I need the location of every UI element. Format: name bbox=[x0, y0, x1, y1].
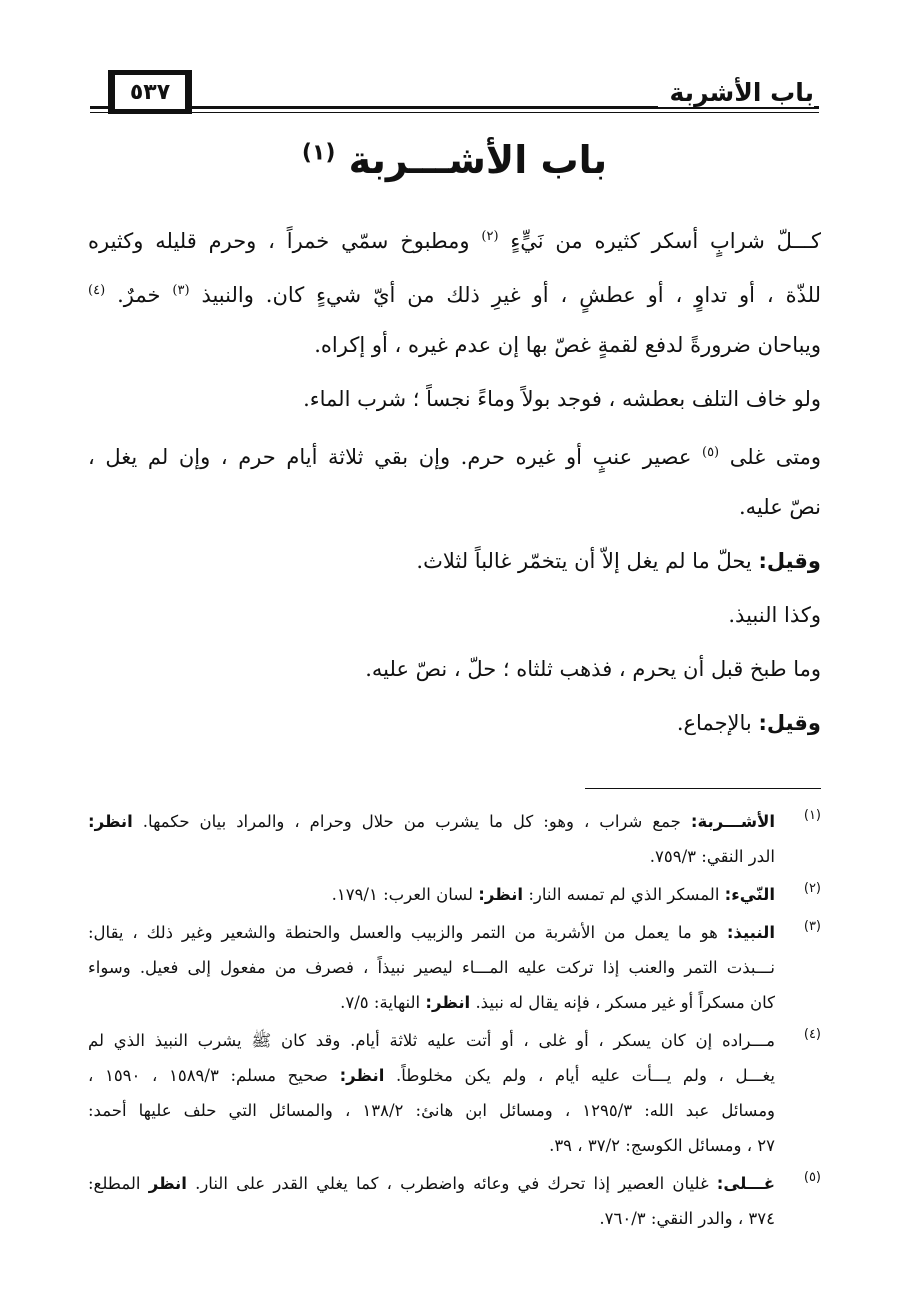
footnote-ref-5: (٥) bbox=[701, 445, 720, 460]
text-line-1 bbox=[88, 210, 821, 264]
text-line-9: وما طبخ قبل أن يحرم ، فذهب ثلثاه ؛ حلّ ، نصّ عليه. bbox=[365, 657, 821, 681]
text-line-8: وكذا النبيذ. bbox=[728, 603, 821, 627]
footnote-text: غليان العصير إذا تحرك في وعائه واضطرب ، كما يغلي القدر على النار. bbox=[195, 1174, 709, 1193]
chapter-note-ref: (١) bbox=[301, 140, 336, 166]
footnote-ref-2: (٢) bbox=[481, 229, 499, 244]
footnote-text: هو ما يعمل من الأشربة من التمر والزبيب والعسل والحنطة والشعير وغير ذلك ، يقال: bbox=[88, 923, 718, 942]
footnote-line bbox=[88, 804, 775, 839]
footnote-body bbox=[88, 1023, 775, 1163]
footnote-line bbox=[88, 1058, 775, 1093]
footnote-4 bbox=[88, 1023, 821, 1163]
text-segment: يحلّ ما لم يغل إلاّ أن يتخمّر غالباً لثلاث. bbox=[416, 549, 752, 573]
text-segment: عصير عنبٍ أو غيره حرم. وإن بقي ثلاثة أيام حرم ، وإن لم يغل ، bbox=[88, 445, 692, 469]
footnote-text: المسكر الذي لم تمسه النار: bbox=[528, 885, 720, 904]
footnote-2 bbox=[88, 877, 821, 912]
footnote-line bbox=[88, 985, 775, 1020]
footnote-text: كان مسكراً أو غير مسكر ، فإنه يقال له نبيذ. bbox=[475, 993, 775, 1012]
footnote-text: لسان العرب: ١٧٩/١. bbox=[331, 885, 474, 904]
qila-label: وقيل: bbox=[758, 549, 821, 573]
footnote-line: ٢٧ ، ومسائل الكوسج: ٣٧/٢ ، ٣٩. bbox=[549, 1136, 775, 1155]
text-segment: للذّة ، أو تداوٍ ، أو عطشٍ ، أو غيرِ ذلك من أيّ شيءٍ كان. والنبيذ bbox=[201, 283, 821, 307]
chapter-title bbox=[0, 138, 909, 182]
footnote-line bbox=[88, 915, 775, 950]
see-label: انظر: bbox=[88, 812, 133, 831]
footnote-line: مـــراده إن كان يسكر ، أو غلى ، أو أتت عليه ثلاثة أيام. وقد كان ﷺ يشرب النبيذ الذي لم bbox=[88, 1031, 775, 1050]
text-line-2 bbox=[88, 264, 821, 318]
footnotes bbox=[88, 804, 821, 1239]
footnote-number: (٤) bbox=[803, 1027, 821, 1042]
qila-label: وقيل: bbox=[758, 711, 821, 735]
see-label: انظر: bbox=[339, 1066, 385, 1085]
footnote-line: الدر النقي: ٧٥٩/٣. bbox=[649, 847, 775, 866]
footnote-number: (٣) bbox=[803, 919, 821, 934]
footnote-3 bbox=[88, 915, 821, 1020]
see-label: انظر: bbox=[478, 885, 524, 904]
footnote-ref-4: (٤) bbox=[88, 283, 106, 298]
chapter-title-text: باب الأشـــربة bbox=[348, 138, 608, 182]
footnote-body bbox=[88, 804, 775, 874]
text-line-7 bbox=[88, 534, 821, 588]
page-number: ٥٣٧ bbox=[115, 75, 185, 109]
footnote-text: النهاية: ٧/٥. bbox=[340, 993, 421, 1012]
footnote-text: صحيح مسلم: ١٥٨٩/٣ ، ١٥٩٠ ، bbox=[88, 1066, 328, 1085]
text-segment: بالإجماع. bbox=[676, 711, 752, 735]
footnote-ref-3: (٣) bbox=[172, 283, 190, 298]
text-line-6: نصّ عليه. bbox=[738, 495, 821, 519]
footnote-line: ٣٧٤ ، والدر النقي: ٧٦٠/٣. bbox=[599, 1209, 775, 1228]
footnote-5 bbox=[88, 1166, 821, 1236]
text-line-10 bbox=[88, 696, 821, 750]
running-title: باب الأشربة bbox=[658, 78, 814, 107]
footnote-body bbox=[88, 915, 775, 1020]
footnote-text: يغـــل ، ولم يـــأت عليه أيام ، ولم يكن مخلوطاً. bbox=[395, 1066, 776, 1085]
footnote-term: الأشـــربة: bbox=[690, 812, 776, 831]
footnote-separator bbox=[585, 788, 821, 789]
footnote-body bbox=[88, 877, 775, 912]
footnote-line: نـــبذت التمر والعنب إذا تركت عليه المـــاء ليصير نبيذاً ، فصرف من مفعول إلى فعيل. وسواء bbox=[88, 958, 775, 977]
page-number-box bbox=[108, 70, 192, 114]
footnote-term: غـــلى: bbox=[716, 1174, 775, 1193]
see-label: انظر: bbox=[425, 993, 471, 1012]
text-segment: كـــلّ شرابٍ أسكر كثيره من نَيٍّءٍ bbox=[510, 229, 821, 253]
text-line-4: ولو خاف التلف بعطشه ، فوجد بولاً وماءً نجساً ؛ شرب الماء. bbox=[303, 387, 821, 411]
text-segment: خمرٌ. bbox=[117, 283, 161, 307]
text-segment: ومطبوخ سمّي خمراً ، وحرم قليله وكثيره bbox=[88, 229, 470, 253]
footnote-term: النبيذ: bbox=[726, 923, 775, 942]
footnote-line: ومسائل عبد الله: ١٢٩٥/٣ ، ومسائل ابن هانئ: ١٣٨/٢ ، والمسائل التي حلف عليها أحمد: bbox=[88, 1101, 776, 1120]
footnote-line bbox=[88, 1166, 775, 1201]
text-line-5 bbox=[88, 426, 821, 480]
footnote-text: جمع شراب ، وهو: كل ما يشرب من حلال وحرام ، والمراد بيان حكمها. bbox=[142, 812, 681, 831]
footnote-1 bbox=[88, 804, 821, 874]
header-rule bbox=[90, 106, 819, 113]
footnote-line bbox=[88, 877, 775, 912]
footnote-number: (٢) bbox=[803, 881, 821, 896]
footnote-number: (١) bbox=[803, 808, 821, 823]
footnote-body bbox=[88, 1166, 775, 1236]
text-segment: ومتى غلى bbox=[729, 445, 821, 469]
see-label: انظر bbox=[148, 1174, 187, 1193]
main-text bbox=[88, 210, 821, 750]
footnote-number: (٥) bbox=[803, 1170, 821, 1185]
footnote-term: النّيء: bbox=[724, 885, 775, 904]
footnote-text: المطلع: bbox=[88, 1174, 141, 1193]
text-line-3: ويباحان ضرورةً لدفع لقمةٍ غصّ بها إن عدم غيره ، أو إكراه. bbox=[314, 333, 821, 357]
